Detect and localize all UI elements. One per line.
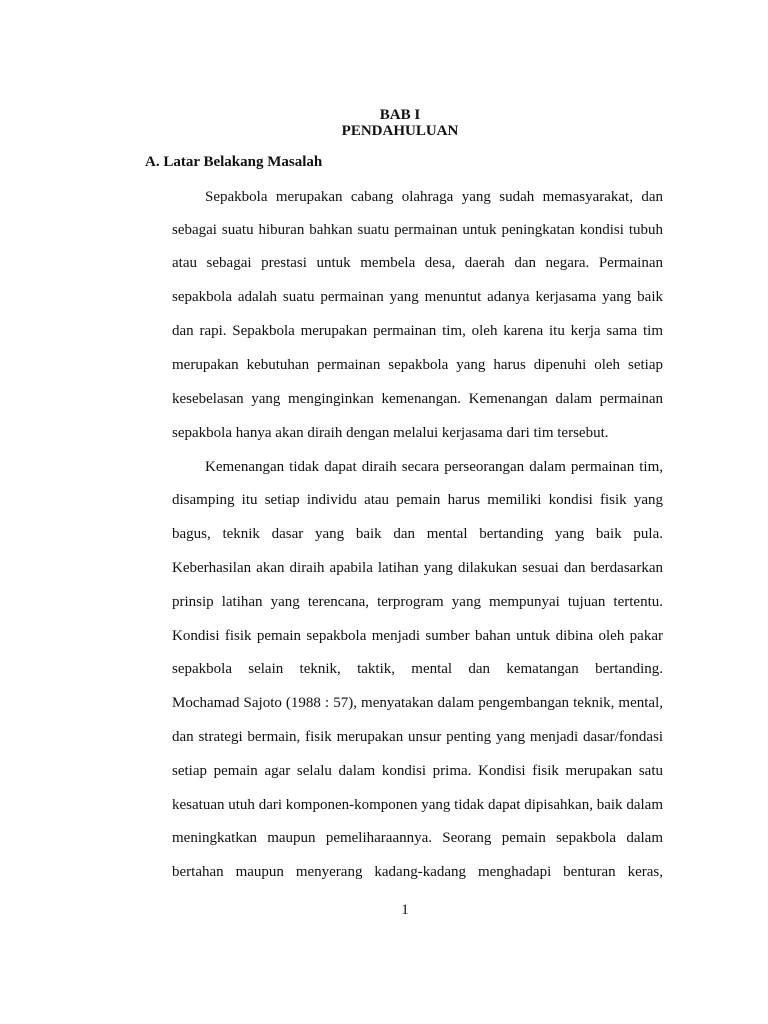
section-heading: A. Latar Belakang Masalah bbox=[145, 154, 323, 170]
paragraph-1-line: sepakbola hanya akan diraih dengan melalui kerjasama dari tim tersebut. bbox=[172, 425, 609, 441]
paragraph-2-line: disamping itu setiap individu atau pemain harus memiliki kondisi fisik yang bbox=[172, 492, 663, 508]
page-number: 1 bbox=[401, 902, 409, 918]
paragraph-2-line: meningkatkan maupun pemeliharaannya. Seorang pemain sepakbola dalam bbox=[172, 830, 663, 846]
paragraph-2-line: Mochamad Sajoto (1988 : 57), menyatakan dalam pengembangan teknik, mental, bbox=[172, 695, 663, 711]
paragraph-2-line: sepakbola selain teknik, taktik, mental dan kematangan bertanding. bbox=[172, 661, 663, 677]
paragraph-1-line: sebagai suatu hiburan bahkan suatu permainan untuk peningkatan kondisi tubuh bbox=[172, 222, 663, 238]
paragraph-1-line: dan rapi. Sepakbola merupakan permainan tim, oleh karena itu kerja sama tim bbox=[172, 323, 663, 339]
paragraph-2-line: dan strategi bermain, fisik merupakan unsur penting yang menjadi dasar/fondasi bbox=[172, 729, 663, 745]
paragraph-2-line: kesatuan utuh dari komponen-komponen yang tidak dapat dipisahkan, baik dalam bbox=[172, 797, 663, 813]
paragraph-1-line: Sepakbola merupakan cabang olahraga yang sudah memasyarakat, dan bbox=[205, 189, 663, 205]
paragraph-1-line: kesebelasan yang menginginkan kemenangan. Kemenangan dalam permainan bbox=[172, 391, 663, 407]
paragraph-2-line: setiap pemain agar selalu dalam kondisi prima. Kondisi fisik merupakan satu bbox=[172, 763, 663, 779]
paragraph-2-line: Kondisi fisik pemain sepakbola menjadi sumber bahan untuk dibina oleh pakar bbox=[172, 628, 663, 644]
paragraph-1-line: merupakan kebutuhan permainan sepakbola yang harus dipenuhi oleh setiap bbox=[172, 357, 663, 373]
paragraph-2-line: bertahan maupun menyerang kadang-kadang menghadapi benturan keras, bbox=[172, 864, 663, 880]
paragraph-1-line: atau sebagai prestasi untuk membela desa, daerah dan negara. Permainan bbox=[172, 255, 663, 271]
paragraph-2-line: Keberhasilan akan diraih apabila latihan yang dilakukan sesuai dan berdasarkan bbox=[172, 560, 663, 576]
chapter-number: BAB I bbox=[379, 107, 421, 123]
paragraph-2-line: prinsip latihan yang terencana, terprogram yang mempunyai tujuan tertentu. bbox=[172, 594, 663, 610]
paragraph-1-line: sepakbola adalah suatu permainan yang menuntut adanya kerjasama yang baik bbox=[172, 289, 663, 305]
chapter-title: PENDAHULUAN bbox=[341, 123, 459, 139]
paragraph-2-line: Kemenangan tidak dapat diraih secara perseorangan dalam permainan tim, bbox=[205, 459, 663, 475]
paragraph-2-line: bagus, teknik dasar yang baik dan mental bertanding yang baik pula. bbox=[172, 526, 663, 542]
